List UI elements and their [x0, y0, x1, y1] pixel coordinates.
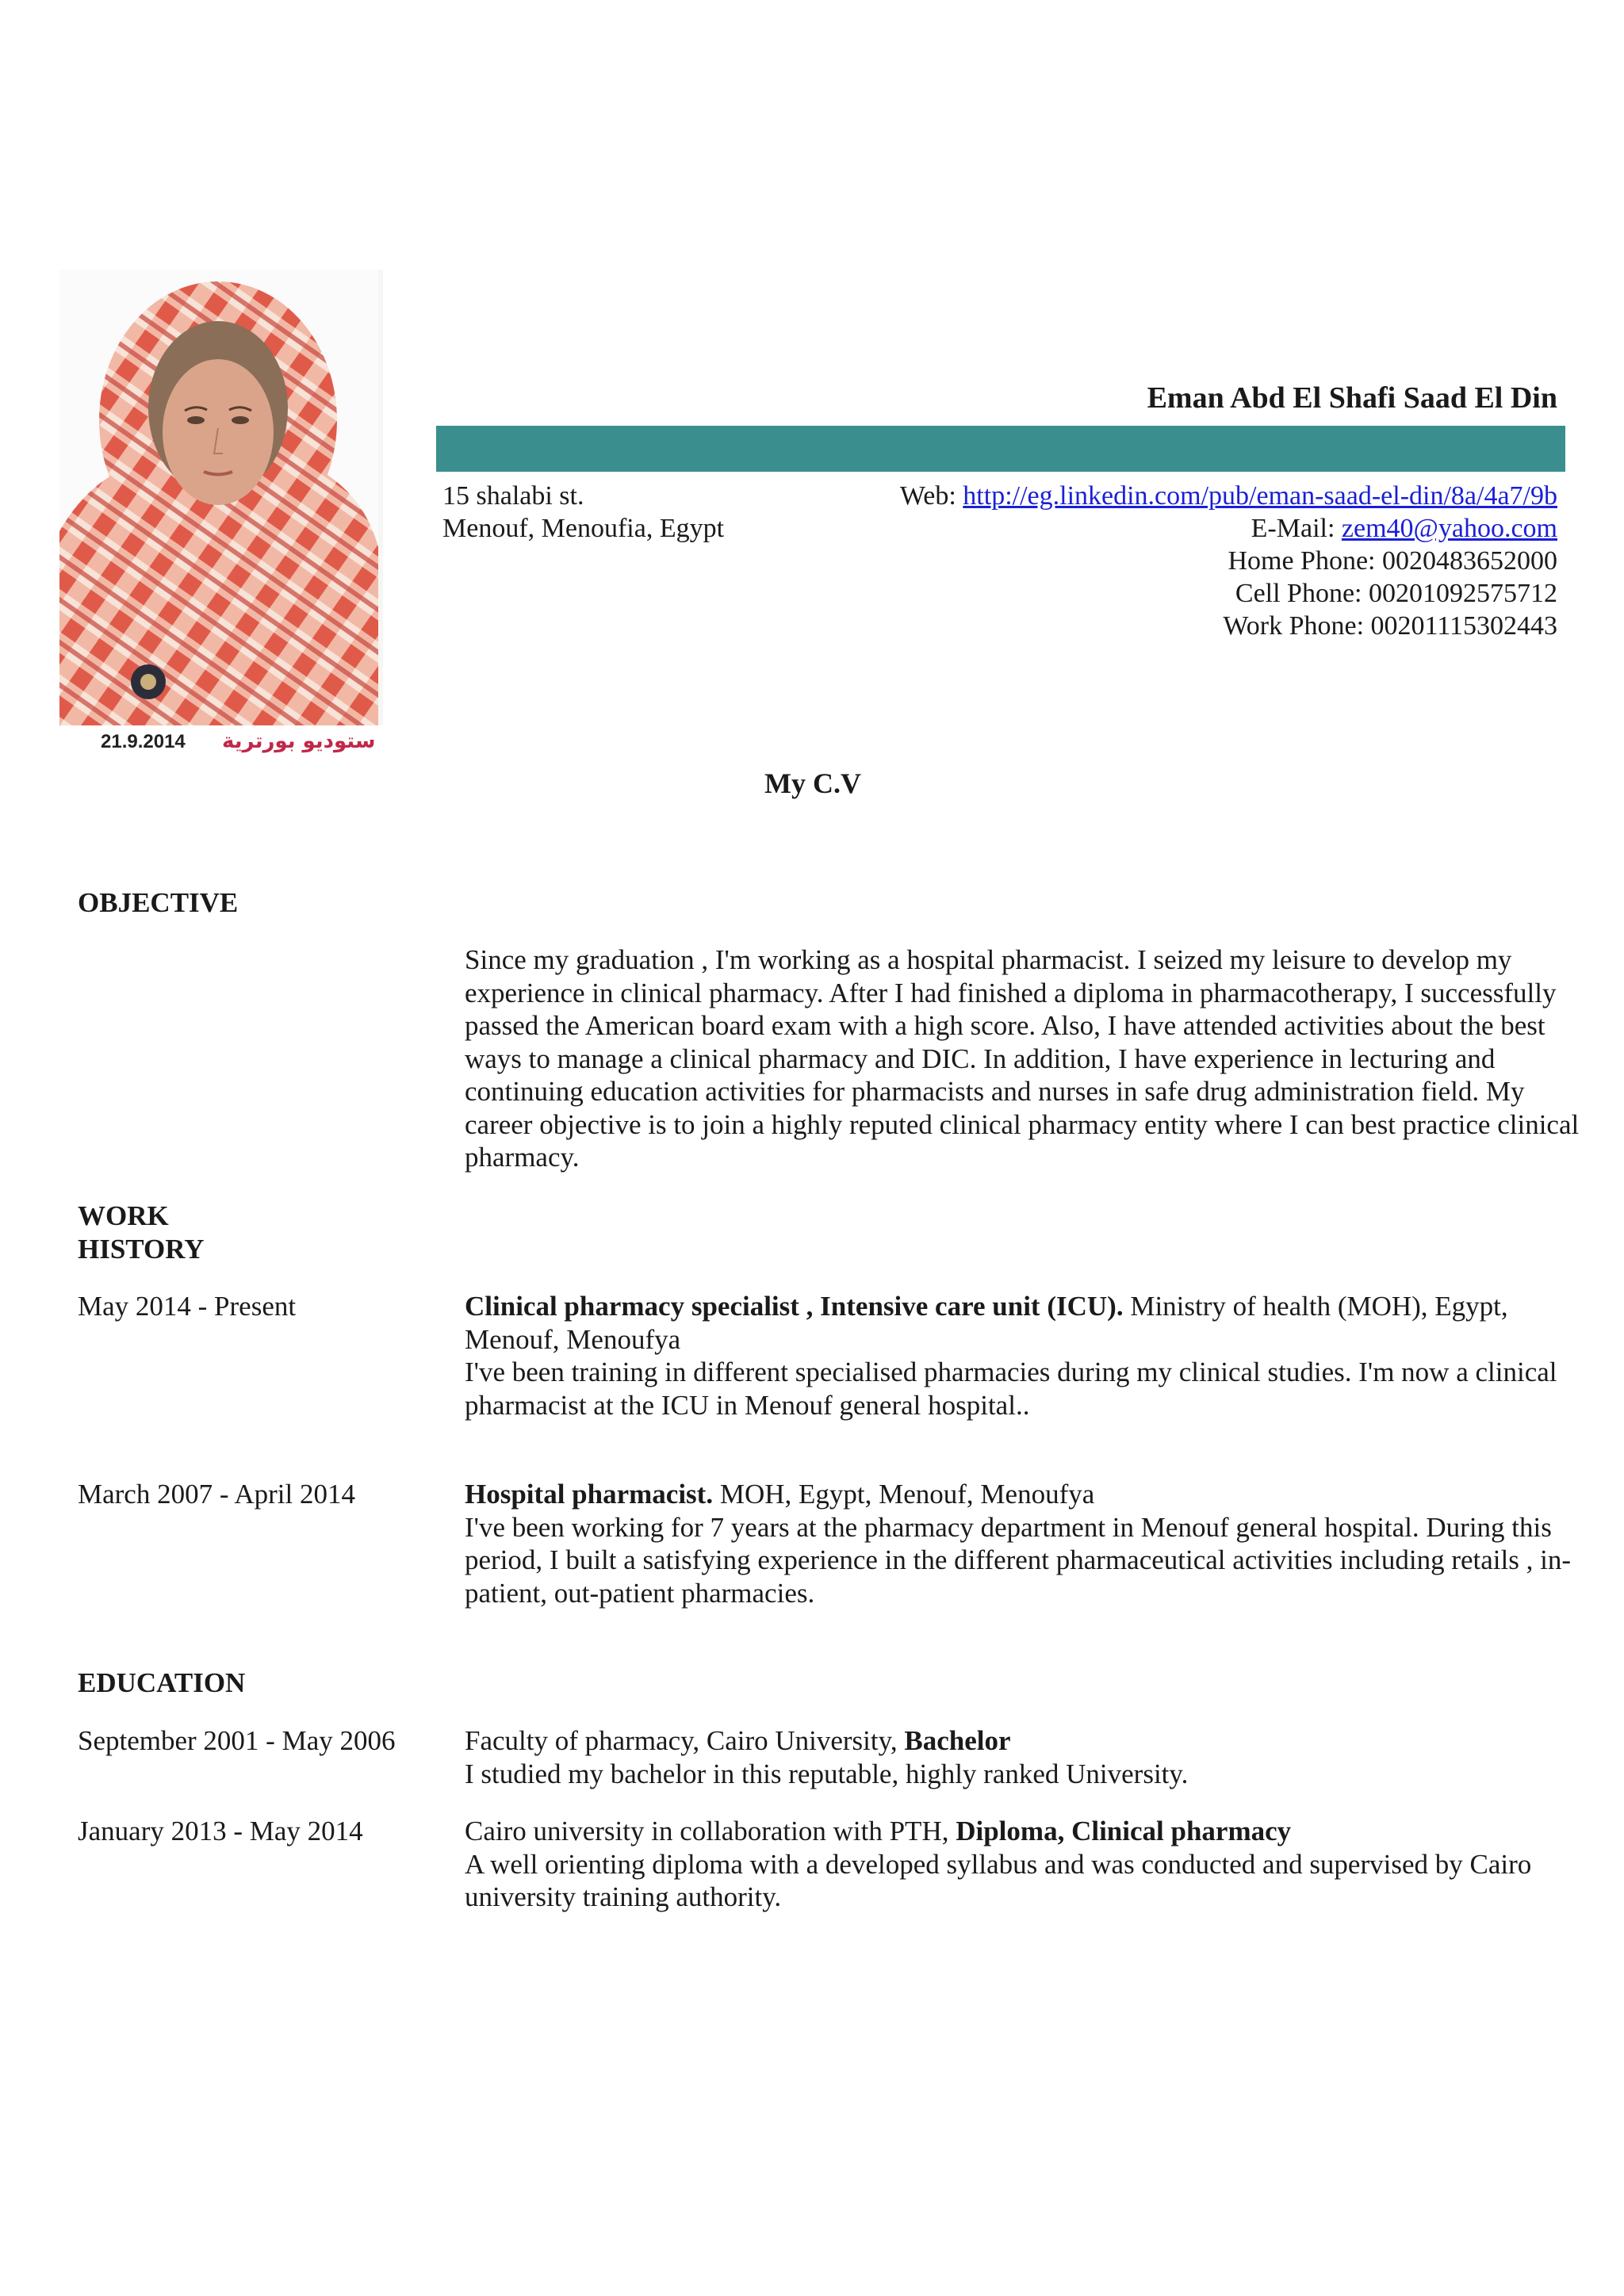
profile-photo: [59, 270, 383, 763]
work-entry-1-header: [465, 1290, 1591, 1356]
address-line-1: 15 shalabi st.: [442, 481, 584, 511]
address-line-2: Menouf, Menoufia, Egypt: [442, 514, 725, 543]
edu-entry-2-description: A well orienting diploma with a developed syllabus and was conducted and supervised by Cairo university training authority.: [465, 1848, 1532, 1912]
work-entry-1-description: I've been training in different specialised pharmacies during my clinical studies. I'm now a clinical pharmacist at the ICU in Menouf general hospital..: [465, 1357, 1557, 1421]
edu-entry-1-institution: Faculty of pharmacy, Cairo University,: [465, 1725, 905, 1756]
edu-entry-1-header: [465, 1724, 1591, 1758]
edu-entry-2: [465, 1815, 1591, 1914]
edu-entry-2-header: [465, 1815, 1591, 1848]
web-link[interactable]: http://eg.linkedin.com/pub/eman-saad-el-din/8a/4a7/9b: [963, 481, 1557, 511]
web-row: [900, 480, 1557, 512]
edu-entry-2-date: January 2013 - May 2014: [78, 1816, 363, 1846]
work-entry-1-date: May 2014 - Present: [78, 1291, 297, 1322]
edu-entry-1: [465, 1724, 1591, 1790]
objective-text: Since my graduation , I'm working as a hospital pharmacist. I seized my leisure to develop my experience in clinical pharmacy. After I had finished a diploma in pharmacotherapy, I successfully passed the American board exam with a high score. Also, I have attended activities about the best ways to manage a clinical pharmacy and DIC. In addition, I have experience in lecturing and continuing education activities for pharmacists and nurses in safe drug administration field. My career objective is to join a highly reputed clinical pharmacy entity where I can best practice clinical pharmacy.: [465, 944, 1580, 1173]
email-label: E-Mail:: [1251, 514, 1342, 543]
edu-entry-1-description: I studied my bachelor in this reputable, highly ranked University.: [465, 1758, 1189, 1789]
edu-entry-2-degree: Diploma, Clinical pharmacy: [956, 1816, 1292, 1846]
edu-entry-2-institution: Cairo university in collaboration with PTH,: [465, 1816, 956, 1846]
address-block: [442, 480, 724, 545]
web-label: Web:: [899, 481, 963, 511]
person-name: Eman Abd El Shafi Saad El Din: [1147, 381, 1557, 415]
education-heading: EDUCATION: [78, 1667, 246, 1698]
home-phone: Home Phone: 0020483652000: [1228, 546, 1557, 576]
work-entry-1: [465, 1290, 1591, 1422]
contact-block: [900, 480, 1557, 642]
work-entry-2-header: [465, 1478, 1591, 1511]
photo-studio-text: ستوديو بورترية: [222, 729, 376, 753]
edu-entry-1-degree: Bachelor: [904, 1725, 1011, 1756]
work-phone: Work Phone: 00201115302443: [1223, 611, 1557, 641]
photo-date-stamp: 21.9.2014: [101, 731, 186, 752]
work-history-heading-line-2: HISTORY: [78, 1234, 205, 1265]
work-entry-1-org: Ministry of health (MOH), Egypt, Menouf, Menoufya: [465, 1291, 1508, 1355]
cv-title: My C.V: [764, 767, 861, 799]
edu-entry-1-date: September 2001 - May 2006: [78, 1725, 396, 1756]
email-link[interactable]: zem40@yahoo.com: [1341, 514, 1557, 543]
work-history-heading-line-1: WORK: [78, 1200, 169, 1231]
objective-heading: OBJECTIVE: [78, 887, 239, 918]
work-entry-1-title: Clinical pharmacy specialist , Intensive care unit (ICU).: [465, 1291, 1124, 1322]
work-entry-2-title: Hospital pharmacist.: [465, 1479, 714, 1510]
work-entry-2-description: I've been working for 7 years at the pharmacy department in Menouf general hospital. During this period, I built a satisfying experience in the different pharmaceutical activities including retails , in-patient, out-patient pharmacies.: [465, 1511, 1571, 1609]
email-row: [900, 512, 1557, 545]
work-entry-2-org: MOH, Egypt, Menouf, Menoufya: [713, 1479, 1095, 1510]
work-entry-2: [465, 1478, 1591, 1609]
cell-phone: Cell Phone: 00201092575712: [1235, 579, 1557, 608]
work-history-heading: [78, 1200, 205, 1266]
header-accent-bar: [436, 426, 1565, 472]
work-entry-2-date: March 2007 - April 2014: [78, 1479, 355, 1510]
